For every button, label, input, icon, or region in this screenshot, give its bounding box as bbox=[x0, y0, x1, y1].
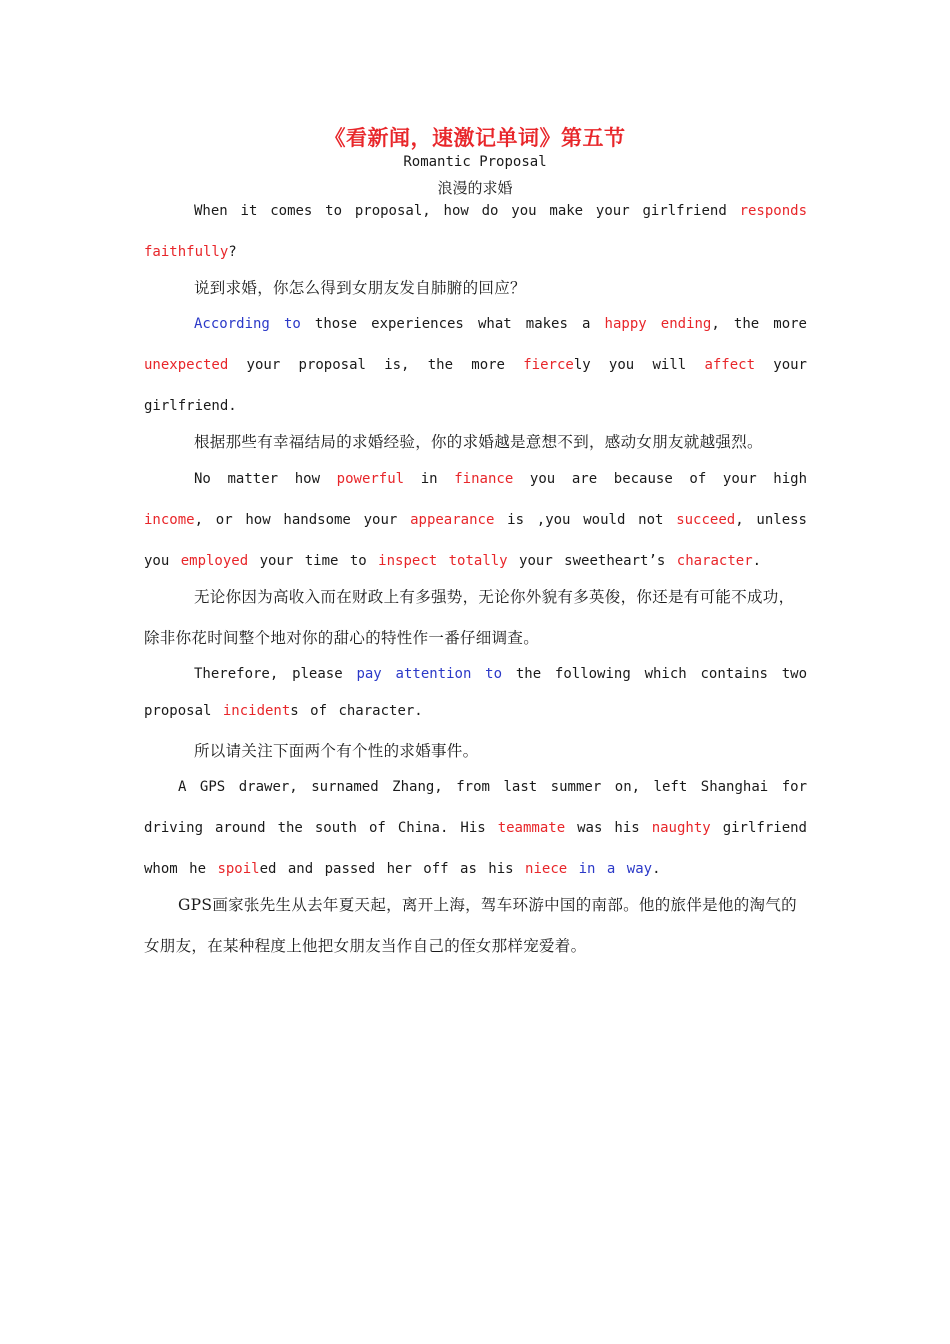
text-run: ed and passed her off as his bbox=[259, 861, 526, 877]
keyword-highlight: niece bbox=[525, 861, 568, 877]
phrase-highlight: in a way bbox=[578, 861, 653, 877]
text-run: Therefore, please bbox=[194, 666, 357, 682]
text-run: A GPS drawer, surnamed Zhang, from last summer on, left Shanghai for driving around the south of China. His bbox=[144, 779, 807, 836]
text-run: . bbox=[752, 553, 762, 569]
keyword-highlight: spoil bbox=[217, 861, 260, 877]
keyword-highlight: succeed bbox=[676, 512, 736, 528]
page-title: 《看新闻，速激记单词》第五节 bbox=[324, 125, 626, 150]
keyword-highlight: powerful bbox=[336, 471, 405, 487]
keyword-highlight: happy ending bbox=[604, 316, 712, 332]
paragraph-3-english bbox=[144, 459, 807, 582]
text-run: the following which contains two proposal bbox=[144, 666, 808, 719]
paragraph-4-english bbox=[144, 656, 807, 730]
text-run: 所以请关注下面两个有个性的求婚事件。 bbox=[194, 742, 479, 760]
paragraph-1-chinese bbox=[144, 268, 807, 309]
keyword-highlight: affect bbox=[704, 357, 756, 373]
text-run: in bbox=[404, 471, 455, 487]
text-run: , the more bbox=[711, 316, 807, 332]
paragraph-2-english bbox=[144, 304, 807, 427]
text-run: girlfriend whom he bbox=[144, 820, 807, 877]
text-run: your girlfriend. bbox=[144, 357, 807, 414]
keyword-highlight: fierce bbox=[523, 357, 574, 373]
text-run: is ,you would not bbox=[494, 512, 677, 528]
text-run: No matter how bbox=[194, 471, 337, 487]
keyword-highlight: finance bbox=[454, 471, 514, 487]
text-run: When it comes to proposal, how do you make your girlfriend bbox=[194, 203, 740, 219]
paragraph-4-chinese bbox=[144, 731, 807, 772]
text-run: your time to bbox=[248, 553, 379, 569]
text-run: . bbox=[652, 861, 661, 877]
english-subtitle: Romantic Proposal bbox=[403, 154, 547, 170]
keyword-highlight: character bbox=[676, 553, 753, 569]
keyword-highlight: naughty bbox=[651, 820, 711, 836]
keyword-highlight: employed bbox=[180, 553, 249, 569]
text-run: ly you will bbox=[573, 357, 705, 373]
paragraph-5-chinese bbox=[144, 885, 807, 967]
text-run bbox=[567, 861, 578, 877]
chinese-subtitle: 浪漫的求婚 bbox=[437, 179, 513, 197]
phrase-highlight: pay attention to bbox=[356, 666, 503, 682]
text-run: , unless you bbox=[144, 512, 807, 569]
keyword-highlight: income bbox=[144, 512, 195, 528]
text-run: s of character. bbox=[290, 703, 423, 719]
text-run: your sweetheart’s bbox=[507, 553, 677, 569]
paragraph-2-chinese bbox=[144, 422, 807, 463]
keyword-highlight: teammate bbox=[497, 820, 566, 836]
keyword-highlight: inspect totally bbox=[378, 553, 508, 569]
text-run: 说到求婚，你怎么得到女朋友发自肺腑的回应？ bbox=[194, 279, 526, 297]
text-run: GPS画家张先生从去年夏天起，离开上海，驾车环游中国的南部。他的旅伴是他的淘气的女朋友，在某种程度上他把女朋友当作自己的侄女那样宠爱着。 bbox=[144, 896, 797, 955]
keyword-highlight: incident bbox=[222, 703, 291, 719]
text-run: 无论你因为高收入而在财政上有多强势，无论你外貌有多英俊，你还是有可能不成功，除非你花时间整个地对你的甜心的特性作一番仔细调查。 bbox=[144, 588, 795, 647]
text-run: ? bbox=[228, 244, 237, 260]
paragraph-5-english bbox=[144, 767, 807, 890]
text-run: those experiences what makes a bbox=[300, 316, 605, 332]
phrase-highlight: According to bbox=[194, 316, 301, 332]
text-run: , or how handsome your bbox=[194, 512, 411, 528]
text-run: you are because of your high bbox=[513, 471, 807, 487]
keyword-highlight: appearance bbox=[410, 512, 495, 528]
keyword-highlight: responds faithfully bbox=[144, 203, 807, 260]
text-run: 根据那些有幸福结局的求婚经验，你的求婚越是意想不到，感动女朋友就越强烈。 bbox=[194, 433, 763, 451]
text-run: was his bbox=[565, 820, 652, 836]
paragraph-3-chinese bbox=[144, 577, 807, 659]
text-run: your proposal is, the more bbox=[228, 357, 524, 373]
keyword-highlight: unexpected bbox=[144, 357, 229, 373]
paragraph-1-english bbox=[144, 191, 807, 273]
